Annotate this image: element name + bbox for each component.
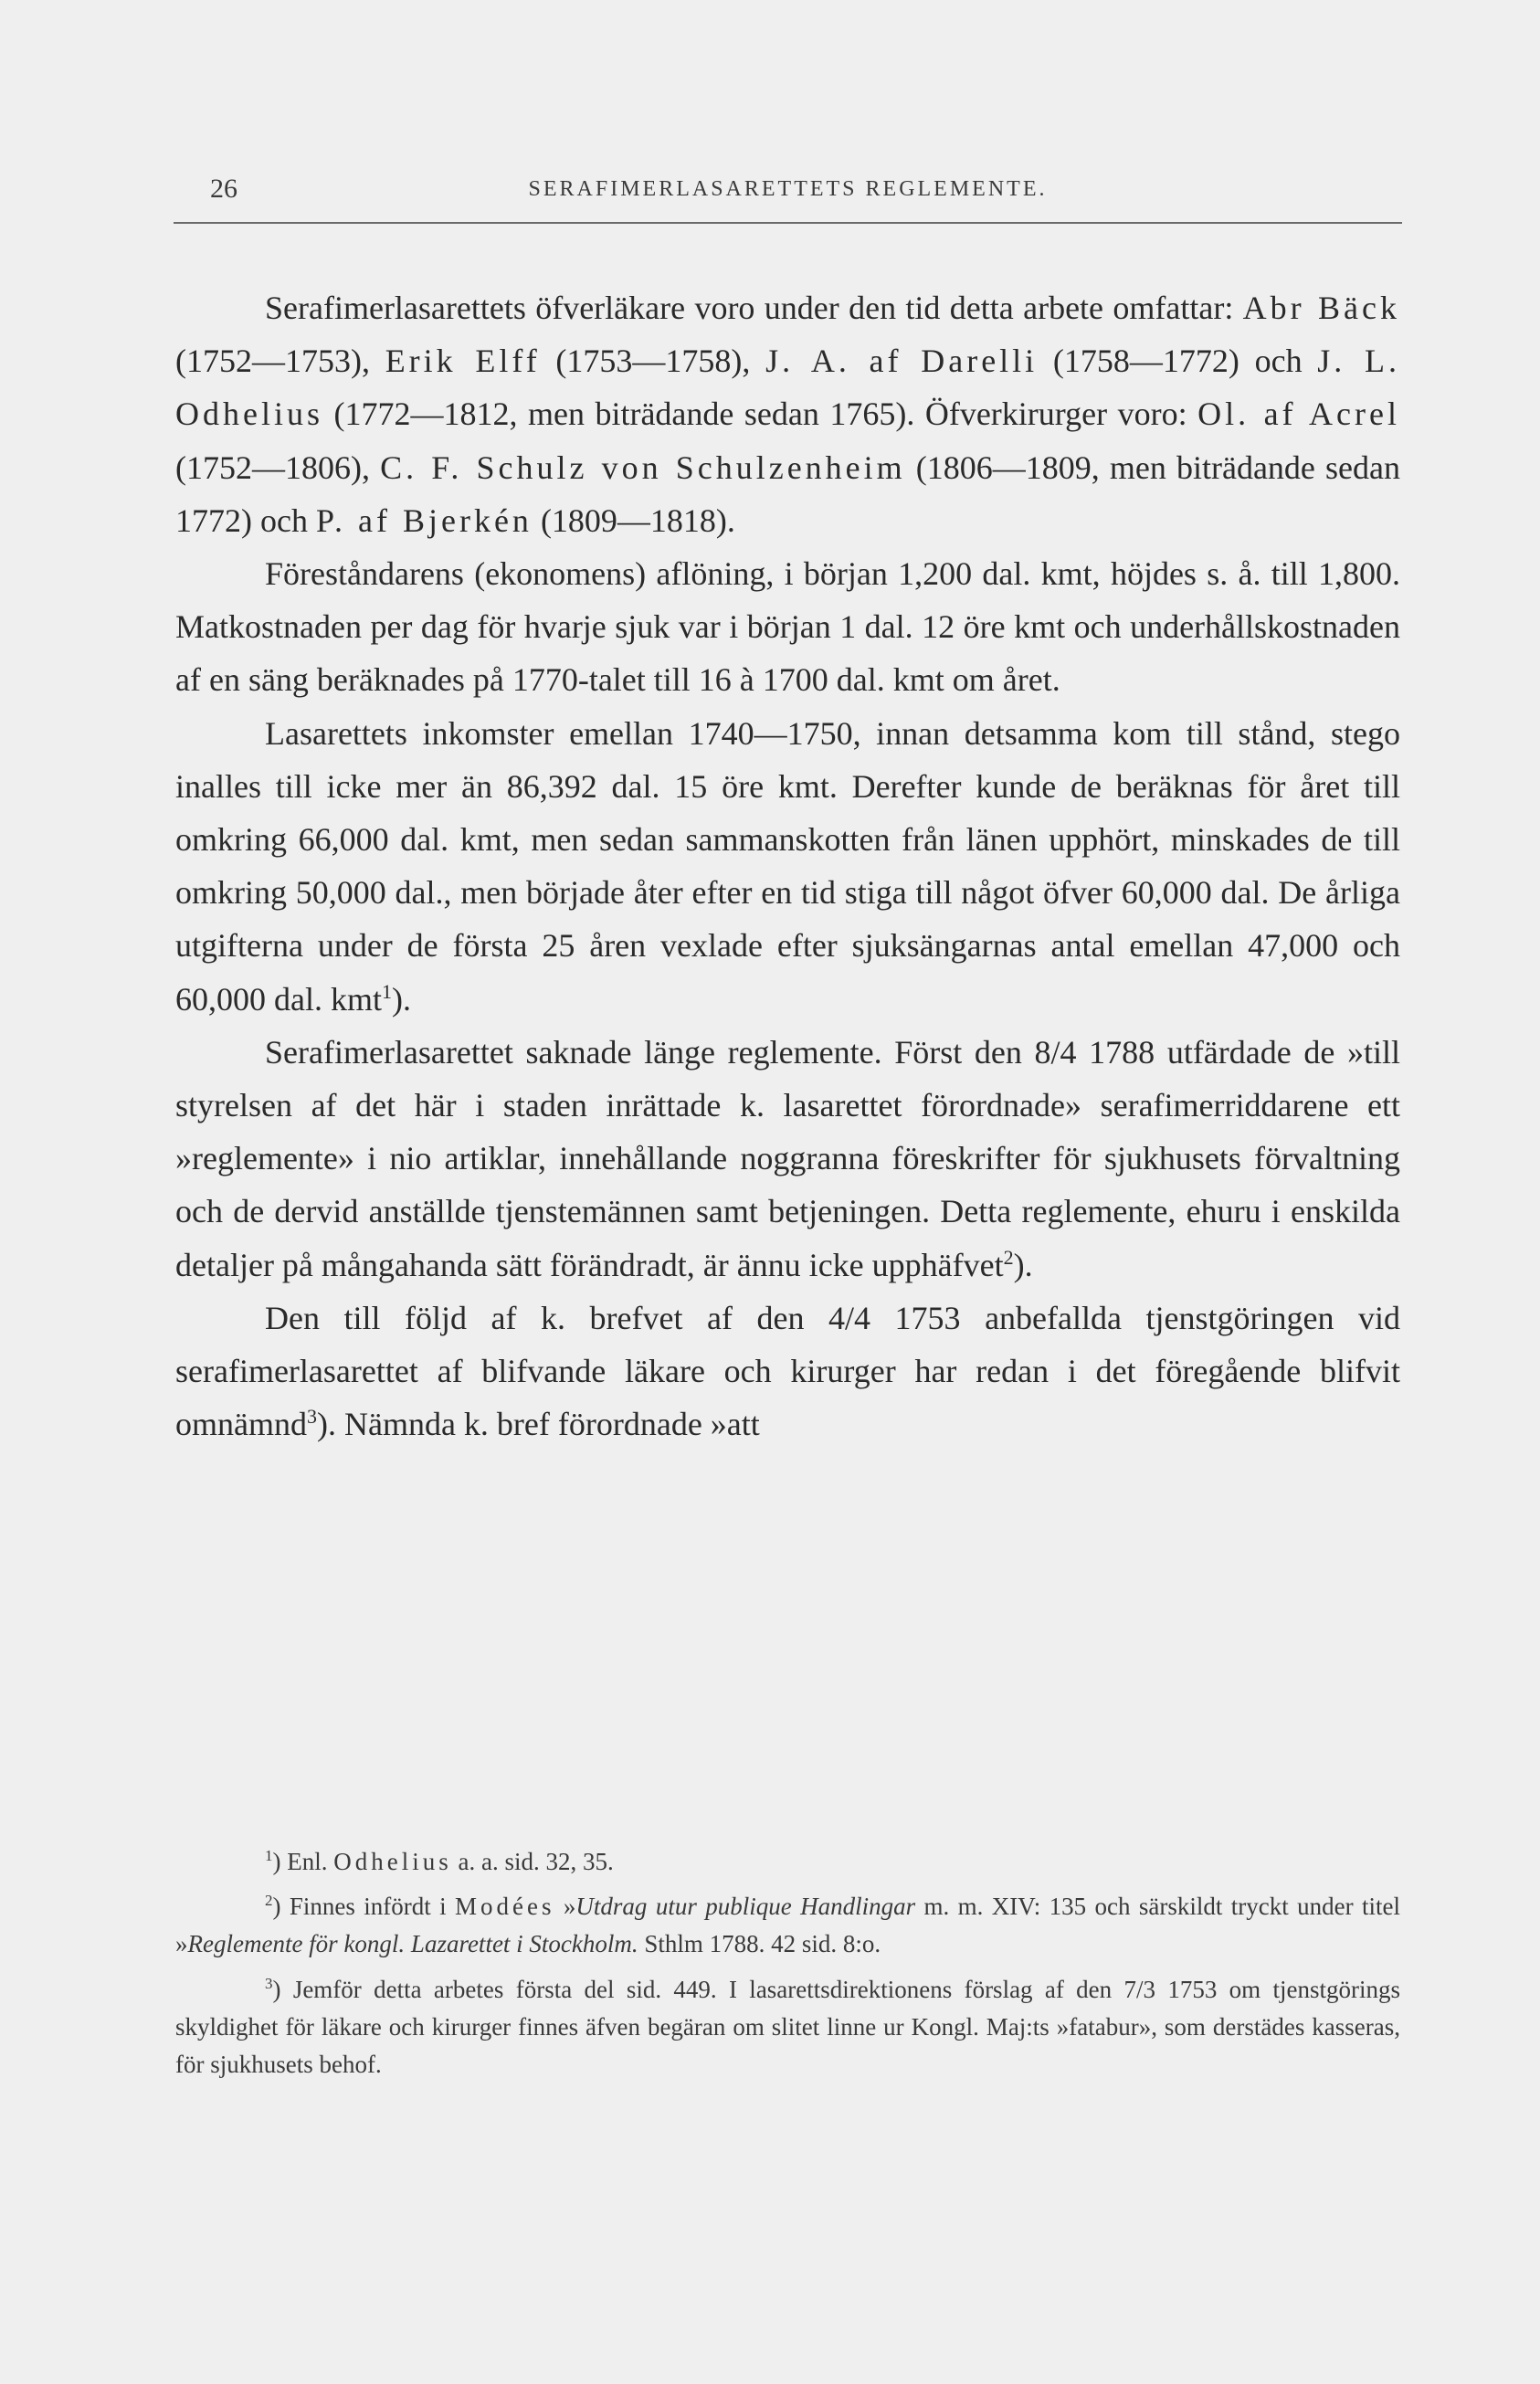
text-run: Lasarettets inkomster emellan 1740—1750, innan detsamma kom till stånd, stego inalles till icke mer än 86,392 dal. 15 öre kmt. Derefter kunde de beräknas för året till omkring 66,000 dal. kmt, men sedan sammanskotten från länen upphört, minskades de till omkring 50,000 dal., men började åter efter en tid stiga till något öfver 60,000 dal. De årliga utgifterna under de första 25 åren vexlade efter sjuksängarnas antal emellan 47,000 och 60,000 dal. kmt: [175, 714, 1400, 1018]
footnote-3: [175, 1971, 1400, 2084]
work-title: Utdrag utur publique Handlingar: [575, 1893, 916, 1921]
text-run: (1809—1818).: [532, 501, 735, 539]
footnotes: [175, 1843, 1400, 2091]
text-run: Den till följd af k. brefvet af den: [265, 1299, 829, 1336]
text-run: 1753 om tjenstgörings skyldighet för läkare och kirurger finnes äfven begäran om slitet linne ur Kongl. Maj:ts »fatabur», som derstädes kasseras, för sjukhusets behof.: [175, 1975, 1400, 2079]
text-run: (1753—1758),: [540, 343, 766, 380]
person-name: C. F. Schulz von Schulzenheim: [380, 448, 906, 486]
header-rule: [174, 222, 1402, 224]
text-run: 1753 anbefallda tjenstgöringen vid serafimerlasarettet af blifvande läkare och kirurger har redan i det föregående blifvit omnämnd: [175, 1299, 1400, 1443]
footnote-marker: 2: [265, 1892, 273, 1910]
person-name: Erik Elff: [385, 343, 541, 380]
running-title: SERAFIMERLASARETTETS REGLEMENTE.: [528, 177, 1048, 201]
person-name: Abr Bäck: [1242, 290, 1400, 326]
text-run: ). Nämnda k. bref förordnade »att: [316, 1406, 760, 1443]
text-run: Serafimerlasarettets öfverläkare voro under den tid detta arbete omfattar:: [265, 290, 1243, 326]
date-fraction: 4/4: [828, 1299, 871, 1336]
text-run: ) Jemför detta arbetes första del sid. 449. I lasarettsdirektionens förslag af den: [272, 1975, 1124, 2003]
text-run: Sthlm 1788. 42 sid. 8:o.: [638, 1930, 881, 1958]
footnote-marker: 3: [265, 1974, 273, 1992]
footnote-reference: 1: [381, 979, 392, 1003]
person-name: J. L. Odhelius: [175, 343, 1400, 433]
person-name: Modées: [455, 1893, 555, 1921]
text-run: 1788 utfärdade de »till styrelsen af det här i staden inrättade k. lasarettet förordnade» serafimerriddarene ett »reglemente» i nio artiklar, innehållande noggranna föreskrifter för sjukhusets förvaltning och de dervid anställde tjenstemännen samt betjeningen. Detta reglemente, ehuru i enskilda detaljer på mångahanda sätt förändradt, är ännu icke upphäfvet: [175, 1033, 1400, 1283]
paragraph-3: [175, 707, 1400, 1026]
text-run: (1752—1753),: [175, 343, 385, 380]
text-run: »: [554, 1893, 576, 1921]
text-run: m. m. XIV: 135 och särskildt tryckt under titel »: [175, 1893, 1401, 1958]
footnote-marker: 1: [265, 1847, 273, 1864]
text-run: ) Finnes infördt i: [272, 1893, 456, 1921]
text-run: (1772—1812, men biträdande sedan 1765). Öfverkirurger voro:: [323, 396, 1198, 433]
body-text: [175, 281, 1400, 1450]
person-name: P. af Bjerkén: [315, 501, 533, 539]
text-run: Serafimerlasarettet saknade länge reglemente. Först den: [265, 1033, 1035, 1071]
page-header: [174, 174, 1402, 219]
footnote-1: [175, 1843, 1400, 1881]
text-run: (1758—1772) och: [1038, 343, 1318, 380]
footnote-2: [175, 1888, 1400, 1963]
page-number: 26: [210, 174, 237, 204]
work-title: Reglemente för kongl. Lazarettet i Stockholm.: [187, 1930, 638, 1958]
paragraph-1: [175, 281, 1400, 547]
text-run: ) Enl.: [272, 1848, 334, 1875]
footnote-reference: 3: [306, 1405, 317, 1429]
person-name: J. A. af Darelli: [765, 343, 1039, 380]
paragraph-5: [175, 1292, 1400, 1451]
person-name: Ol. af Acrel: [1197, 396, 1400, 433]
date-fraction: 7/3: [1123, 1975, 1156, 2003]
text-run: ).: [391, 980, 411, 1018]
text-run: a. a. sid. 32, 35.: [451, 1848, 614, 1875]
person-name: Odhelius: [333, 1848, 452, 1875]
paragraph-4: [175, 1026, 1400, 1292]
date-fraction: 8/4: [1034, 1033, 1077, 1071]
paragraph-2: Föreståndarens (ekonomens) aflöning, i början 1,200 dal. kmt, höjdes s. å. till 1,800. Matkostnaden per dag för hvarje sjuk var i början 1 dal. 12 öre kmt och underhållskostnaden af en säng beräknades på 1770-talet till 16 à 1700 dal. kmt om året.: [175, 555, 1400, 699]
text-run: ).: [1013, 1246, 1033, 1283]
footnote-reference: 2: [1003, 1245, 1014, 1269]
text-run: (1806—1809, men biträdande sedan 1772) och: [175, 448, 1400, 539]
text-run: (1752—1806),: [175, 448, 381, 486]
